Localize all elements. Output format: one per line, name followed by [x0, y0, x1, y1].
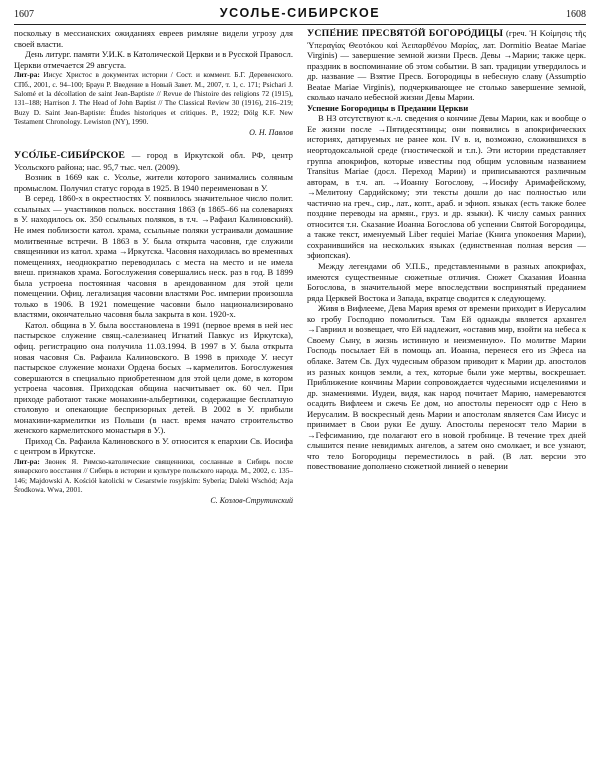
section-subheading: Успение Богородицы в Предании Церкви: [307, 102, 469, 113]
paragraph: Между легендами об У.П.Б., представленными в разных апокрифах, имеются существенные сюжетные отличия. Сюжет Сказания Иоанна Богослова, в значительной мере впоследствии воспринятый преданием ряда Церквей Востока и Запада, вкратце сводится к следующему.: [307, 261, 586, 303]
paragraph: В серед. 1860-х в окрестностях У. появилось значительное число полит. ссыльных — участников польск. восстания 1863 (в 1865–66 на солеварнях в У. находилось ок. 350 ссыльных поляков, в т.ч. →Рафаил Калиновский). Не имея поблизости катол. храма, ссыльные поляки устраивали домашние молитвенные встречи. В 1863 в У. была открыта часовня, где служили священники из катол. храма →Иркутска. Часовня находилась во временных помещениях, неоднократно переводилась с места на место и не имела внеш. признаков храма. Богослужения совершались неск. раз в год. В 1899 была устроена постоянная часовня в арендованном для этой цели помещении. Офиц. легализация часовни властями Рос. империи произошла только в 1906. В 1921 помещение часовни было национализировано властями, окончательно часовня была закрыта в кон. 1920-х.: [14, 193, 293, 320]
right-column: [307, 28, 586, 762]
paragraph: Возник в 1669 как с. Усолье, жители которого занимались соляным промыслом. Получил статус города в 1925. В 1940 переименован в У.: [14, 172, 293, 193]
entry-definition: (греч. Ἡ Κοίμησις τῆς Ὑπεραγίας Θεοτόκου καὶ Ἀειπαρθένου Μαρίας, лат. Dormitio Beatae Mariae Virginis) — завершение земной жизни Пресв. Девы →Марии; также церк. праздник в воспоминание об этом событии. В зап. традиции утвердилось и др. название — Взятие Пресв. Богородицы в небесную славу (Assumptio Beatae Mariae Virginis), подчеркивающее не столько завершение земной, сколько начало небесной жизни Девы Марии.: [307, 28, 586, 103]
header-rule: [14, 24, 586, 25]
paragraph: Живя в Вифлееме, Дева Мария время от времени приходит в Иерусалим ко гробу Господню помолиться. Там Ей однажды является архангел →Гавриил и возвещает, что Ей надлежит, «оставив мир, взойти на небеса к Своему Сыну, в жизнь истинную и неизменную». По молитве Марии Господь посылает Ей в помощь ап. Иоанна, перенеся его из Эфеса на облаке. Затем Св. Дух чудесным образом приводит к Марии др. апостолов из разных концов земли, а тех, которые были уже мертвы, воскрешает. Приближение кончины Марии сопровождается чудесными исцелениями и др. знамениями. Иудеи, видя, как народ почитает Марию, намереваются осадить Вифлеем и сжечь Ее дом, но апостолы переносят одр с Нею в Иерусалим. В воскресный день Марии и апостолам является Сам Иисус и принимает в Свои руки Ее душу. Апостолы переносят тело Марии в →Гефсиманию, где полагают его в новой гробнице. В течение трех дней слышится пение невидимых ангелов, а затем оно смолкает, и все узнают, что тело Богородицы переместилось в рай. (В лат. версии это повествование дополнено сюжетной линией о неверии: [307, 303, 586, 472]
bibliography: [14, 70, 293, 126]
entry-intro: [14, 150, 293, 172]
running-title: УСОЛЬЕ-СИБИРСКОЕ: [219, 6, 381, 20]
author-signature: С. Козлов-Струтинский: [210, 495, 293, 505]
paragraph: В НЗ отсутствуют к.-л. сведения о кончине Девы Марии, как и вообще о Ее жизни после →Пятидесятницы; они появились в апокрифических историях, датируемых не ранее кон. IV в. и, возможно, сложившихся в неортодоксальной среде (гностической и т.п.). Эти истории представляет группа апокрифов, которые известны под общим условным названием Transitus Mariae (досл. Переход Марии) и приписываются различным авторам, в т.ч. ап. →Иоанну Богослову, →Иосифу Аримафейскому, →Мелитону Сардийскому; эти тексты дошли до нас полностью или частично на греч., сир., лат., копт., араб. и эфиоп. языках (есть также более поздние переводы на армян., груз. и др. языки). К числу самых ранних относится т.н. Сказание Иоанна Богослова об успении Святой Богородицы, а также текст, именуемый Liber requiei Mariae (Книга упокоения Марии), сохранившийся на нескольких языках (единственная полная версия — эфиопская).: [307, 113, 586, 261]
paragraph: поскольку в мессианских ожиданиях евреев римляне видели угрозу для своей власти.: [14, 28, 293, 49]
author-signature: О. Н. Павлов: [249, 127, 293, 137]
left-column: [14, 28, 293, 762]
paragraph: Приход Св. Рафаила Калиновского в У. относится к епархии Св. Иосифа с центром в Иркутске.: [14, 435, 293, 457]
bibliography-label: Лит-ра:: [14, 70, 40, 80]
bibliography-text: Звонек Я. Римско-католические священники, сосланные в Сибирь после январского восстания // Сибирь в истории и культуре польского народа. М., 2002, с. 135–146; Majdowski A. Kościół katolicki w Cesarstwie rosyjskim: Syberia; Daleki Wschód; Azja Środkowa. Wwa, 2001.: [14, 457, 293, 495]
entry-definition: — город в Иркутской обл. РФ, центр Усольского района; нас. 95,7 тыс. чел. (2009).: [14, 150, 293, 172]
paragraph: День литург. памяти У.И.К. в Католической Церкви и в Русской Правосл. Церкви отмечается 29 августа.: [14, 49, 293, 70]
bibliography-label: Лит-ра:: [14, 457, 40, 467]
bibliography-text: Иисус Христос в документах истории / Сост. и коммент. Б.Г. Деревенского. СПб., 2001, с. 94–100; Браун Р. Введение в Новый Завет. М., 2007, т. 1, с. 171; Psichari J. Salomé et la décollation de saint Jean-Baptiste // Revue de l'histoire des religions 72 (1915), 131–188; Harrison J. The Head of John Baptist // The Classical Review 30 (1916), 216–219; Buzy D. Saint Jean-Baptiste: Études historiques et critiques. P., 1922; Dölg K.F. New Testament Chronology. Lewiston (NY), 1990.: [14, 70, 293, 127]
page-number-right: 1608: [565, 9, 586, 20]
entry-heading: УСО́ЛЬЕ-СИБИ́РСКОЕ: [14, 150, 126, 162]
paragraph: Катол. община в У. была восстановлена в 1991 (первое время в ней нес пастырское служение свящ.-салезианец Игнатий Павкус из Иркутска), офиц. регистрацию она получила 11.03.1994. В 1997 в У. была открыта новая часовня Св. Рафаила Калиновского. В 1998 в приходе У. несут пастырское служение монахи Ордена босых →кармелитов. Богослужения совершаются в специально приобретенном для этой цели доме, в котором устроена часовня. Приходская община насчитывает ок. 60 чел. При приходе работают также монахини-альбертинки, содержащие бесплатную столовую и опекающие беспризорных детей. В 2002 в У. прибыли монахини-кармелитки из Польши (в наст. время начато строительство женского кармелитского монастыря в У.).: [14, 319, 293, 436]
running-header: [14, 6, 586, 22]
bibliography: [14, 457, 293, 495]
entry-intro: [307, 28, 586, 103]
entry-heading: УСПЕ́НИЕ ПРЕСВЯТО́Й БОГОРО́ДИЦЫ: [307, 28, 504, 39]
page-number-left: 1607: [14, 9, 34, 20]
